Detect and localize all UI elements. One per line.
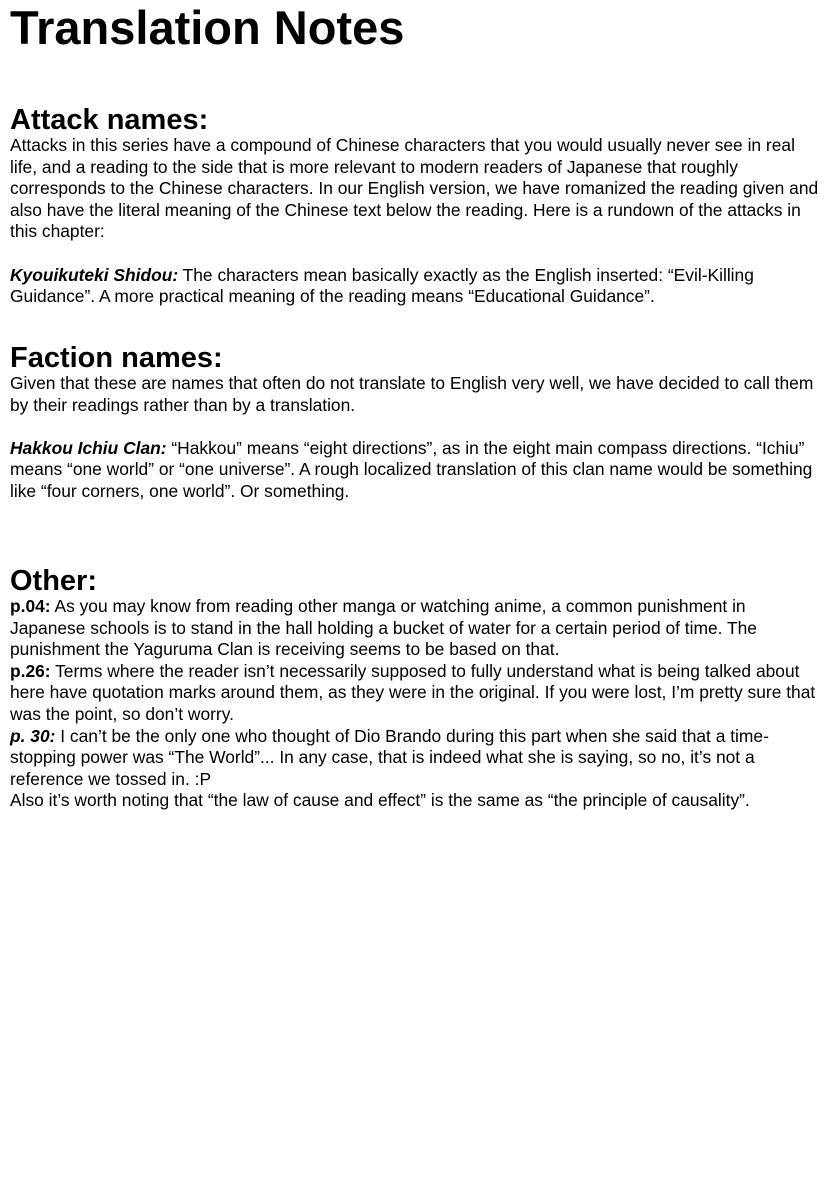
page-title-block (10, 0, 825, 56)
attack-names-section (10, 105, 825, 308)
other-entry-text: Terms where the reader isn’t necessarily supposed to fully understand what is being talked about here have quotation marks around them, as they were in the original. If you were lost, I’m pretty sure that was the point, so don’t worry. (10, 660, 816, 724)
other-entry-p30 (10, 726, 825, 791)
faction-entry-term: Hakkou Ichiu Clan: (10, 437, 167, 458)
other-entry-p04 (10, 596, 825, 661)
attack-names-intro: Attacks in this series have a compound of Chinese characters that you would usually never see in real life, and a reading to the side that is more relevant to modern readers of Japanese that roughly corresponds to the Chinese characters. In our English version, we have romanized the reading given and also have the literal meaning of the Chinese text below the reading. Here is a rundown of the attacks in this chapter: (10, 135, 819, 242)
other-entry-text: I can’t be the only one who thought of Dio Brando during this part when she said that a time-stopping power was “The World”... In any case, that is indeed what she is saying, so no, it’s not a reference we tossed in. :P (10, 725, 769, 789)
other-entry-term: p. 30: (10, 725, 56, 746)
other-heading: Other: (10, 565, 97, 597)
attack-names-heading: Attack names: (10, 104, 209, 136)
other-closing: Also it’s worth noting that “the law of cause and effect” is the same as “the principle of causality”. (10, 790, 750, 811)
faction-entry (10, 438, 825, 503)
page-title: Translation Notes (10, 1, 405, 54)
faction-names-heading: Faction names: (10, 342, 223, 374)
other-entry-term: p.26: (10, 660, 51, 681)
other-entry-term: p.04: (10, 596, 51, 616)
faction-names-intro: Given that these are names that often do not translate to English very well, we have decided to call them by their readings rather than by a translation. (10, 373, 814, 415)
other-section (10, 566, 825, 812)
faction-entry-text: “Hakkou” means “eight directions”, as in the eight main compass directions. “Ichiu” means “one world” or “one universe”. A rough localized translation of this clan name would be something like “four corners, one world”. Or something. (10, 437, 813, 501)
attack-entry (10, 265, 825, 308)
attack-entry-text: The characters mean basically exactly as the English inserted: “Evil-Killing Guidance”. A more practical meaning of the reading means “Educational Guidance”. (10, 264, 754, 307)
other-entry-text: As you may know from reading other manga or watching anime, a common punishment in Japanese schools is to stand in the hall holding a bucket of water for a certain period of time. The punishment the Yaguruma Clan is receiving seems to be based on that. (10, 596, 757, 660)
other-entry-p26 (10, 661, 825, 726)
attack-entry-term: Kyouikuteki Shidou: (10, 264, 179, 285)
faction-names-section (10, 343, 825, 503)
